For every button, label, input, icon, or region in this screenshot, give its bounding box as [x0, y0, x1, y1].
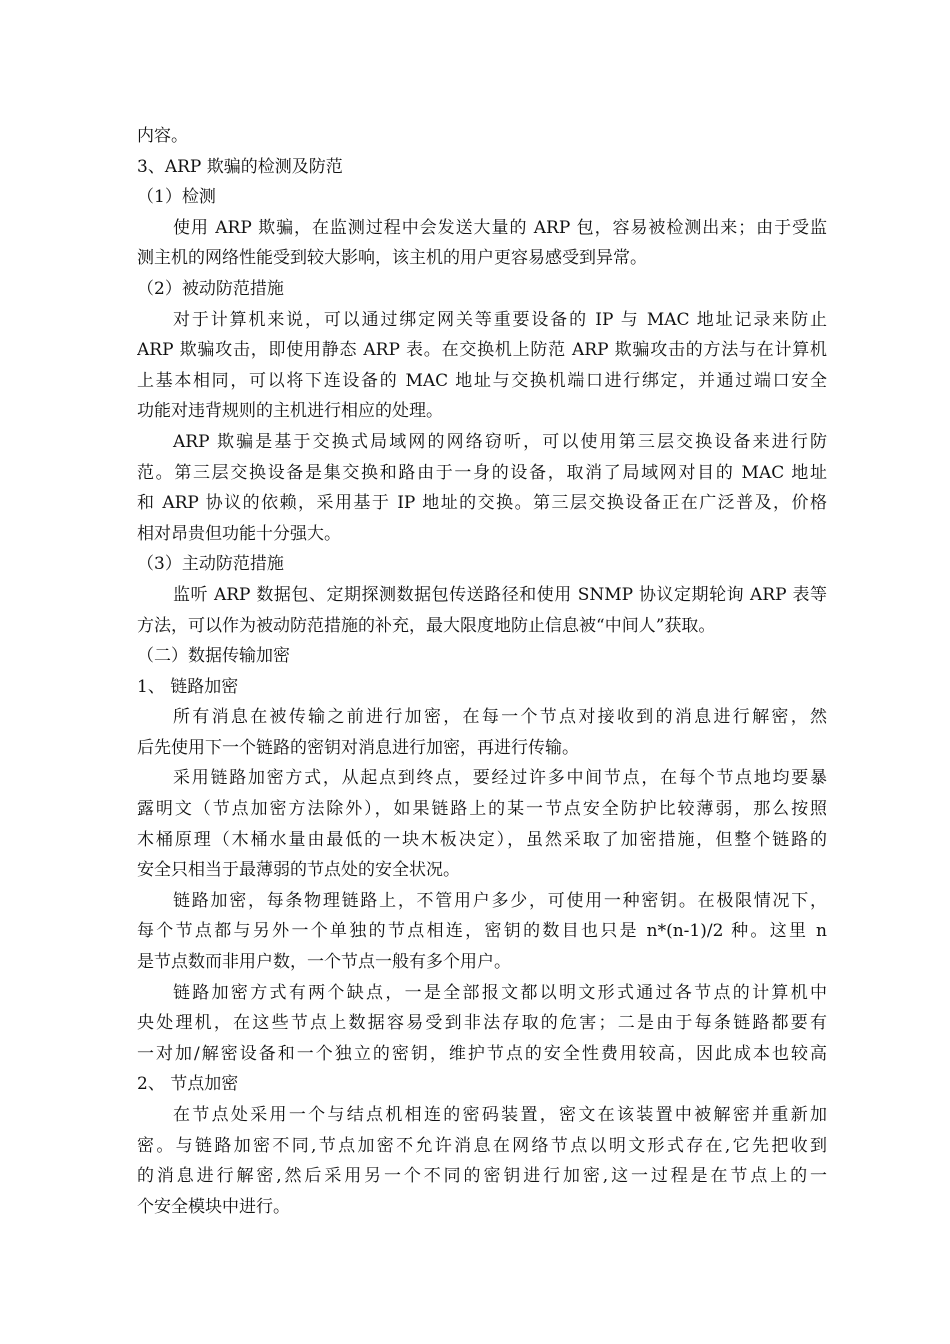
paragraph-line: 是节点数而非用户数，一个节点一般有多个用户。 [137, 952, 511, 973]
paragraph-line: 密。与链路加密不同,节点加密不允许消息在网络节点以明文形式存在,它先把收到 [137, 1135, 827, 1156]
paragraph-line: 安全只相当于最薄弱的节点处的安全状况。 [137, 860, 460, 881]
paragraph-line: 后先使用下一个链路的密钥对消息进行加密，再进行传输。 [137, 737, 579, 758]
subsection-heading: （1）检测 [137, 187, 216, 208]
document-page [137, 121, 827, 1222]
paragraph-line: 链路加密，每条物理链路上，不管用户多少，可使用一种密钥。在极限情况下， [173, 890, 827, 911]
section-heading: （二）数据传输加密 [137, 646, 290, 667]
section-heading: 3、ARP 欺骗的检测及防范 [137, 156, 343, 177]
paragraph-line: 在节点处采用一个与结点机相连的密码装置，密文在该装置中被解密并重新加 [173, 1105, 827, 1125]
paragraph-line: 对于计算机来说，可以通过绑定网关等重要设备的 IP 与 MAC 地址记录来防止 [173, 309, 827, 330]
paragraph-line: 功能对违背规则的主机进行相应的处理。 [137, 401, 443, 422]
paragraph-line: 范。第三层交换设备是集交换和路由于一身的设备，取消了局域网对目的 MAC 地址 [137, 462, 827, 483]
text-line: 内容。 [137, 126, 188, 146]
paragraph-line: 露明文（节点加密方法除外），如果链路上的某一节点安全防护比较薄弱，那么按照 [137, 799, 827, 820]
paragraph-line: 的消息进行解密,然后采用另一个不同的密钥进行加密,这一过程是在节点上的一 [137, 1166, 827, 1187]
paragraph-line: 采用链路加密方式，从起点到终点，要经过许多中间节点，在每个节点地均要暴 [173, 768, 827, 789]
paragraph-line: 测主机的网络性能受到较大影响，该主机的用户更容易感受到异常。 [137, 248, 647, 269]
subsection-heading: （3）主动防范措施 [137, 554, 284, 575]
section-heading: 1、 链路加密 [137, 676, 239, 697]
section-heading: 2、 节点加密 [137, 1074, 239, 1095]
paragraph-line: 上基本相同，可以将下连设备的 MAC 地址与交换机端口进行绑定，并通过端口安全 [137, 370, 827, 391]
paragraph-line: 一对加/解密设备和一个独立的密钥，维护节点的安全性费用较高，因此成本也较高 [137, 1043, 827, 1064]
paragraph-line: ARP 欺骗是基于交换式局域网的网络窃听，可以使用第三层交换设备来进行防 [173, 431, 827, 452]
paragraph-line: 木桶原理（木桶水量由最低的一块木板决定），虽然采取了加密措施，但整个链路的 [137, 829, 827, 850]
paragraph-line: 央处理机，在这些节点上数据容易受到非法存取的危害；二是由于每条链路都要有 [137, 1013, 827, 1034]
subsection-heading: （2）被动防范措施 [137, 278, 284, 299]
paragraph-line: 方法，可以作为被动防范措施的补充，最大限度地防止信息被“中间人”获取。 [137, 615, 716, 636]
paragraph-line: 监听 ARP 数据包、定期探测数据包传送路径和使用 SNMP 协议定期轮询 ARP 表等 [173, 584, 827, 605]
paragraph-line: ARP 欺骗攻击，即使用静态 ARP 表。在交换机上防范 ARP 欺骗攻击的方法与在计算机 [137, 340, 827, 361]
paragraph-line: 所有消息在被传输之前进行加密，在每一个节点对接收到的消息进行解密，然 [173, 707, 827, 728]
paragraph-line: 每个节点都与另外一个单独的节点相连，密钥的数目也只是 n*(n-1)/2 种。这里 n [137, 921, 827, 942]
paragraph-line: 相对昂贵但功能十分强大。 [137, 523, 341, 544]
paragraph-line: 和 ARP 协议的依赖，采用基于 IP 地址的交换。第三层交换设备正在广泛普及，价格 [137, 493, 827, 514]
paragraph-line: 个安全模块中进行。 [137, 1196, 290, 1217]
paragraph-line: 链路加密方式有两个缺点，一是全部报文都以明文形式通过各节点的计算机中 [173, 982, 827, 1003]
paragraph-line: 使用 ARP 欺骗，在监测过程中会发送大量的 ARP 包，容易被检测出来；由于受监 [173, 217, 827, 238]
